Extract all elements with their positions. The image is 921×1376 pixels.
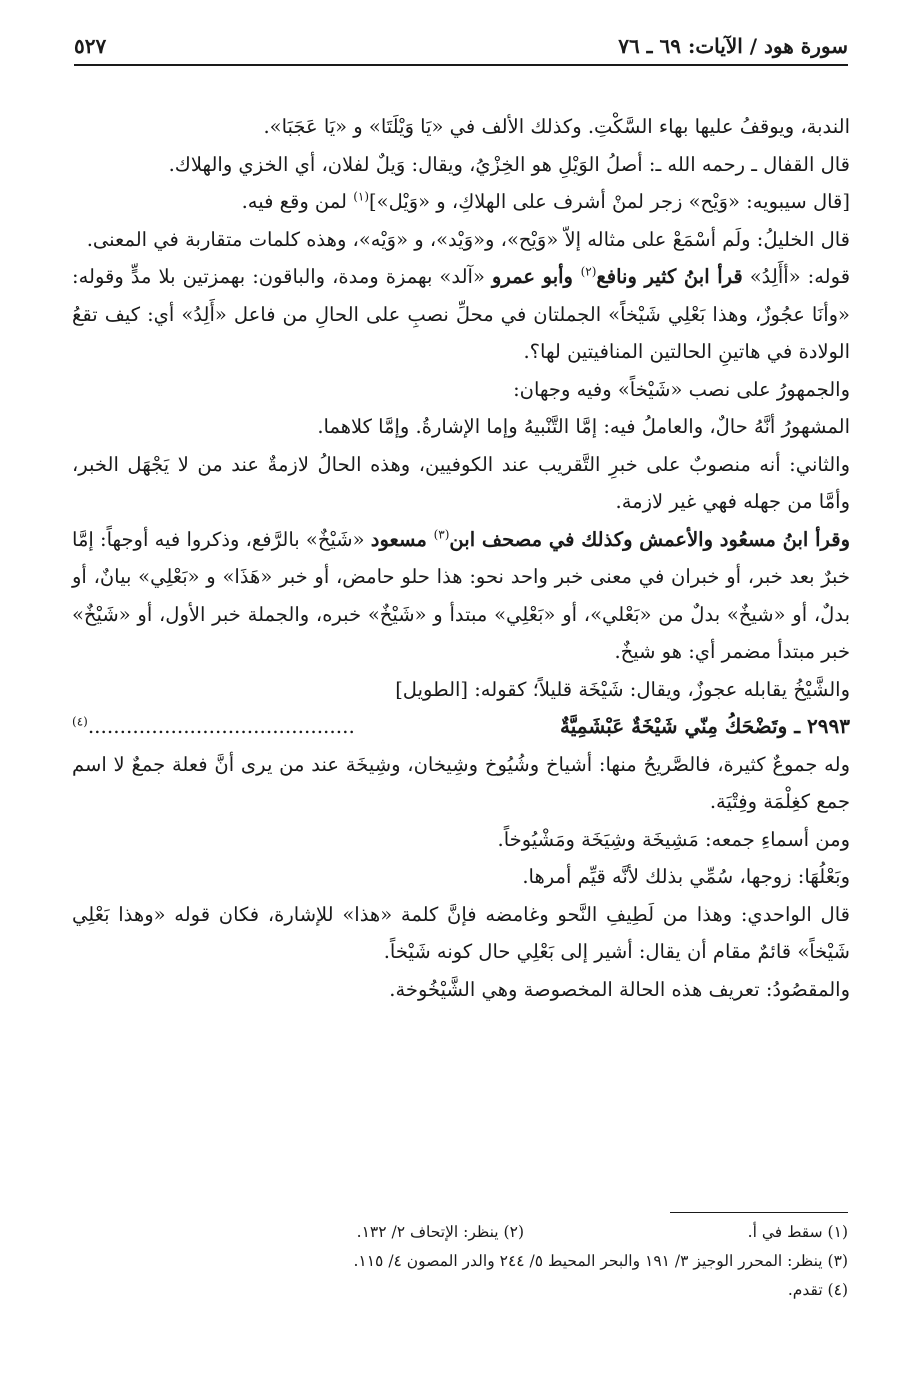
verse-text: وتَضْحَكُ مِنّي شَيْخَةٌ عَبْشَمِيَّةٌ: [560, 714, 788, 738]
reciters-bold: مسعود: [370, 527, 434, 551]
poem-verse: [72, 708, 850, 746]
paragraph: قال الواحدي: وهذا من لَطِيفِ النَّحو وغامضه فإنَّ كلمة «هذا» للإشارة، فكان قوله «وهذا بَعْلِي شَيْخاً» قائمٌ مقام أن يقال: أشير إلى بَعْلِي حال كونه شَيْخاً.: [72, 902, 850, 963]
footnotes: [200, 1218, 848, 1305]
main-text: [72, 108, 850, 1008]
paragraph: والشَّيْخُ يقابله عجوزٌ، ويقال: شَيْخَة قليلاً؛ كقوله: [الطويل]: [395, 677, 850, 701]
text-segment: لمن وقع فيه.: [241, 190, 354, 213]
paragraph: [72, 183, 850, 221]
paragraph: قال القفال ـ رحمه الله ـ: أصلُ الوَيْلِ هو الخِزْيُ، ويقال: وَيلٌ لفلان، أي الخزي والهلاك.: [168, 152, 850, 176]
footnote-ref: (٣): [433, 527, 450, 541]
poem-line: [560, 708, 850, 746]
paragraph: وله جموعٌ كثيرة، فالصَّريحُ منها: أشياخ وشُيُوخ وشِيخان، وشِيخَة عند من يرى أنَّ فعلة جمعٌ لا اسم جمع كغِلْمَة وفِتْيَة.: [72, 752, 850, 813]
verse-number: ٢٩٩٣ ـ: [794, 714, 850, 738]
text-segment: «شَيْخٌ» بالرَّفع، وذكروا فيه أوجهاً: إمَّا خبرٌ بعد خبر، أو خبران في معنى خبر واحد نحو: هذا حلو حامض، أو خبر «هَذَا» و «بَعْلِي» بيانٌ، أو بدلٌ، أو «شيخٌ» بدلٌ من «بَعْلي»، أو «بَعْلِي» مبتدأ و «شَيْخٌ» خبره، والجملة خبر الأول، أو «شَيْخٌ» خبر مبتدأ مضمر أي: هو شيخٌ.: [72, 527, 850, 663]
paragraph: قال الخليلُ: ولَم أسْمَعْ على مثاله إلاّ «وَيْح»، و«وَيْد»، و «وَيْه»، وهذه كلمات متقاربة في المعنى.: [86, 227, 850, 251]
reciters-bold: قرأ ابنُ كثير ونافع: [596, 265, 743, 288]
paragraph: [72, 258, 850, 371]
footnote-ref: (١): [353, 189, 370, 204]
footnote-4: (٤) تقدم.: [787, 1281, 848, 1299]
paragraph: الندبة، ويوقفُ عليها بهاء السَّكْتِ. وكذلك الألف في «يَا وَيْلَتَا» و «يَا عَجَبَا».: [263, 115, 850, 138]
footnote-ref: (٢): [580, 264, 597, 279]
paragraph: وبَعْلُهَا: زوجها، سُمِّي بذلك لأنَّه قيِّم أمرها.: [522, 865, 850, 888]
text-segment: قوله: «أأَلِدُ»: [742, 265, 851, 288]
paragraph: والجمهورُ على نصب «شَيْخاً» وفيه وجهان:: [513, 377, 850, 401]
footnote-divider: [670, 1212, 848, 1213]
paragraph: ومن أسماءِ جمعه: مَشِيخَة وشِيَخَة ومَشْيُوخاً.: [497, 827, 850, 851]
footnote-ref: (٤): [72, 714, 88, 729]
text-segment: «آلد» بهمزة ومدة، والباقون: بهمزتين بلا مدٍّ وقوله: «وأنَا عجُوزٌ، وهذا بَعْلِي شَيْخاً» الجملتان في محلِّ نصبِ على الحالِ من فاعل «أَلِدُ» أي: كيف تقعُ الولادة في هاتينِ الحالتين المنافيتين لها؟.: [72, 265, 850, 363]
paragraph: والثاني: أنه منصوبٌ على خبرِ التَّقريب عند الكوفيين، وهذه الحالُ لازمةٌ عند من لا يَجْهَل الخبر، وأمَّا من جهله فهي غير لازمة.: [72, 452, 850, 513]
footnote-3: (٣) ينظر: المحرر الوجيز ٣/ ١٩١ والبحر المحيط ٥/ ٢٤٤ والدر المصون ٤/ ١١٥.: [353, 1252, 848, 1270]
reciters-bold: وأبو عمرو: [491, 265, 581, 288]
paragraph: [72, 521, 850, 671]
verse-dots: ..........................................$^{(٤)}$: [72, 714, 355, 738]
paragraph: المشهورُ أنَّهُ حالٌ، والعاملُ فيه: إمَّا التَّنْبيهُ وإما الإشارةُ. وإمَّا كلاهما.: [317, 415, 850, 438]
footnote-row: [200, 1218, 848, 1247]
surah-title: سورة هود / الآيات: ٦٩ ـ ٧٦: [618, 34, 848, 58]
footnote-2: (٢) ينظر: الإتحاف ٢/ ١٣٢.: [356, 1223, 524, 1241]
page-number: ٥٢٧: [74, 34, 107, 58]
running-header: [74, 30, 848, 66]
paragraph: والمقصُودُ: تعريف هذه الحالة المخصوصة وهي الشَّيْخُوخة.: [389, 977, 850, 1001]
footnote-1: (١) سقط في أ.: [747, 1223, 848, 1241]
text-segment: [قال سيبويه: «وَيْح» زجر لمنْ أشرف على الهلاكِ، و «وَيْل»]: [369, 190, 850, 213]
reciters-bold: وقرأ ابنُ مسعُود والأعمش وكذلك في مصحف ابن: [449, 527, 851, 551]
